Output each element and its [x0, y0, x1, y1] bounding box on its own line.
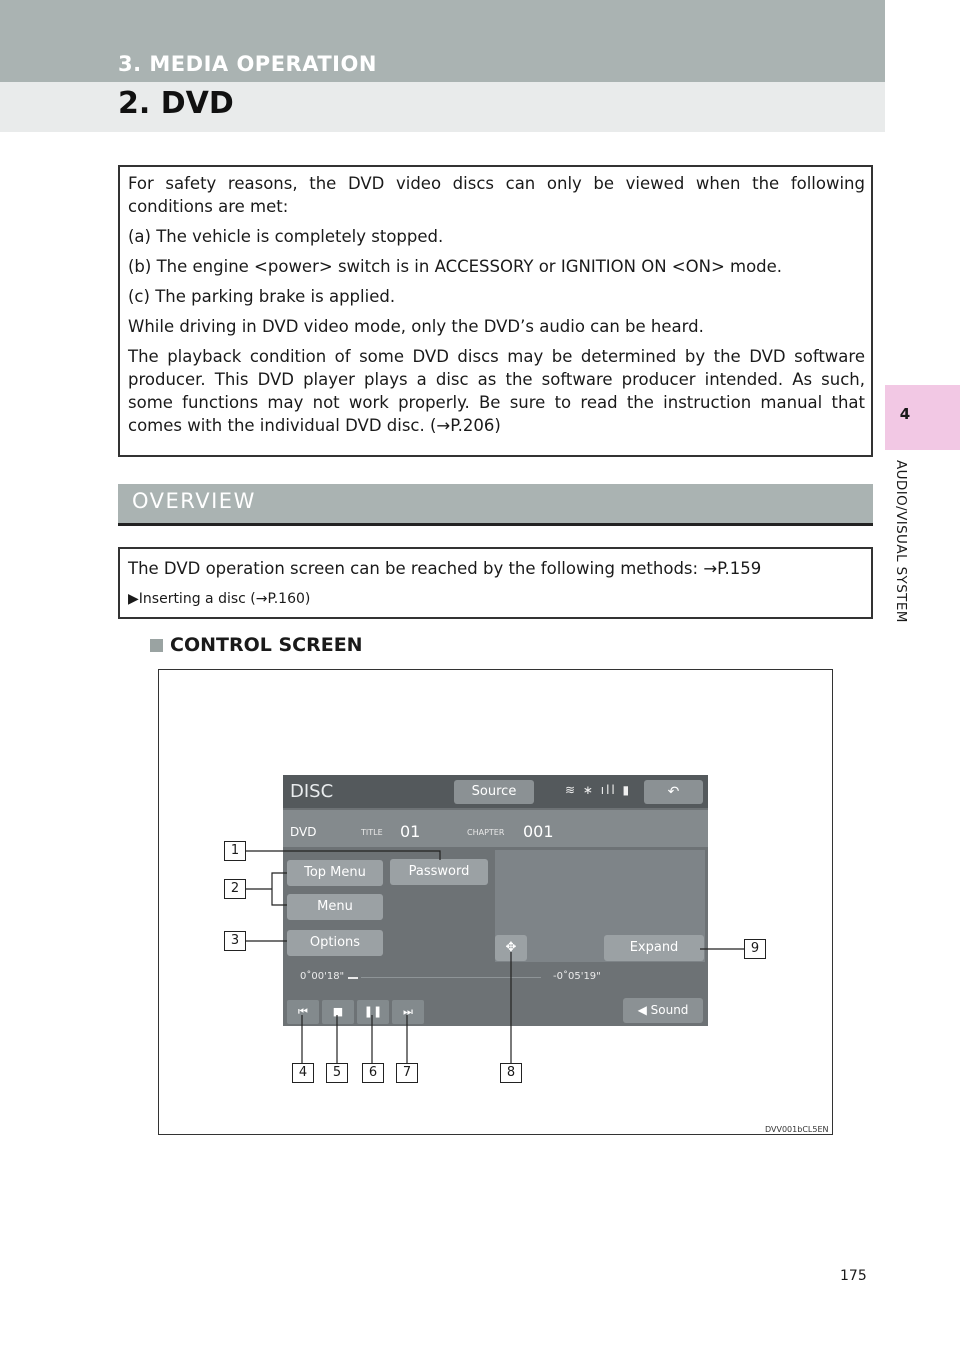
overview-method-text: The DVD operation screen can be reached by the following methods: →P.159 [128, 559, 762, 578]
overview-heading: OVERVIEW [132, 489, 256, 513]
callout-7: 7 [396, 1063, 418, 1083]
stop-icon: ■ [332, 1005, 344, 1018]
title-value: 01 [400, 822, 421, 841]
condition-a: (a) The vehicle is completely stopped. [128, 227, 444, 246]
callout-9: 9 [744, 939, 766, 959]
figure-code: DVV001bCL5EN [765, 1125, 829, 1134]
menu-button[interactable]: Menu [287, 894, 383, 920]
condition-c: (c) The parking brake is applied. [128, 287, 396, 306]
password-button[interactable]: Password [390, 859, 488, 885]
driving-note: While driving in DVD video mode, only the DVD’s audio can be heard. [128, 317, 704, 336]
media-label: DVD [290, 825, 317, 839]
callout-8: 8 [500, 1063, 522, 1083]
page-title: 2. DVD [118, 86, 234, 121]
method-item-text: Inserting a disc (→P.160) [138, 591, 311, 607]
speaker-icon: ◀ [637, 1003, 647, 1017]
next-icon: ⏭ [403, 1005, 413, 1018]
section-title: 3. MEDIA OPERATION [118, 52, 377, 76]
callout-4: 4 [292, 1063, 314, 1083]
title-label: TITLE [361, 828, 383, 837]
condition-b: (b) The engine <power> switch is in ACCESSORY or IGNITION ON <ON> mode. [128, 257, 783, 276]
callout-2: 2 [224, 879, 246, 899]
expand-button[interactable]: Expand [604, 935, 704, 961]
top-menu-button[interactable]: Top Menu [287, 860, 383, 886]
chapter-value: 001 [523, 822, 554, 841]
back-icon: ↶ [667, 784, 680, 800]
move-icon: ✥ [505, 940, 517, 955]
callout-5: 5 [326, 1063, 348, 1083]
safety-intro: For safety reasons, the DVD video discs can only be viewed when the following conditions are met: [128, 174, 865, 216]
control-screen-heading-text: CONTROL SCREEN [170, 634, 363, 656]
callout-6: 6 [362, 1063, 384, 1083]
software-note: The playback condition of some DVD discs may be determined by the DVD software producer. This DVD player plays a disc as the software producer intended. As such, some functions may not work properly. Be sure to read the instruction manual that comes with the individual DVD disc. (→P.206) [128, 347, 865, 435]
options-button[interactable]: Options [287, 930, 383, 956]
chapter-number: 4 [899, 405, 911, 423]
sound-label: Sound [650, 1003, 689, 1017]
pause-icon: ❚❚ [363, 1005, 383, 1018]
callout-1: 1 [224, 841, 246, 861]
prev-icon: ⏮ [298, 1005, 308, 1018]
status-icons: ≋ ∗ ıll ▮ [565, 783, 632, 797]
remaining-time: -0˚05'19" [553, 971, 601, 982]
chapter-label-screen: CHAPTER [467, 828, 505, 837]
triangle-bullet-icon: ▶ [128, 591, 139, 607]
source-button[interactable]: Source [454, 780, 534, 804]
page-number: 175 [840, 1268, 867, 1284]
chapter-label: AUDIO/VISUAL SYSTEM [893, 460, 909, 623]
screen-title: DISC [290, 781, 334, 802]
elapsed-time: 0˚00'18" [300, 971, 345, 982]
callout-3: 3 [224, 931, 246, 951]
